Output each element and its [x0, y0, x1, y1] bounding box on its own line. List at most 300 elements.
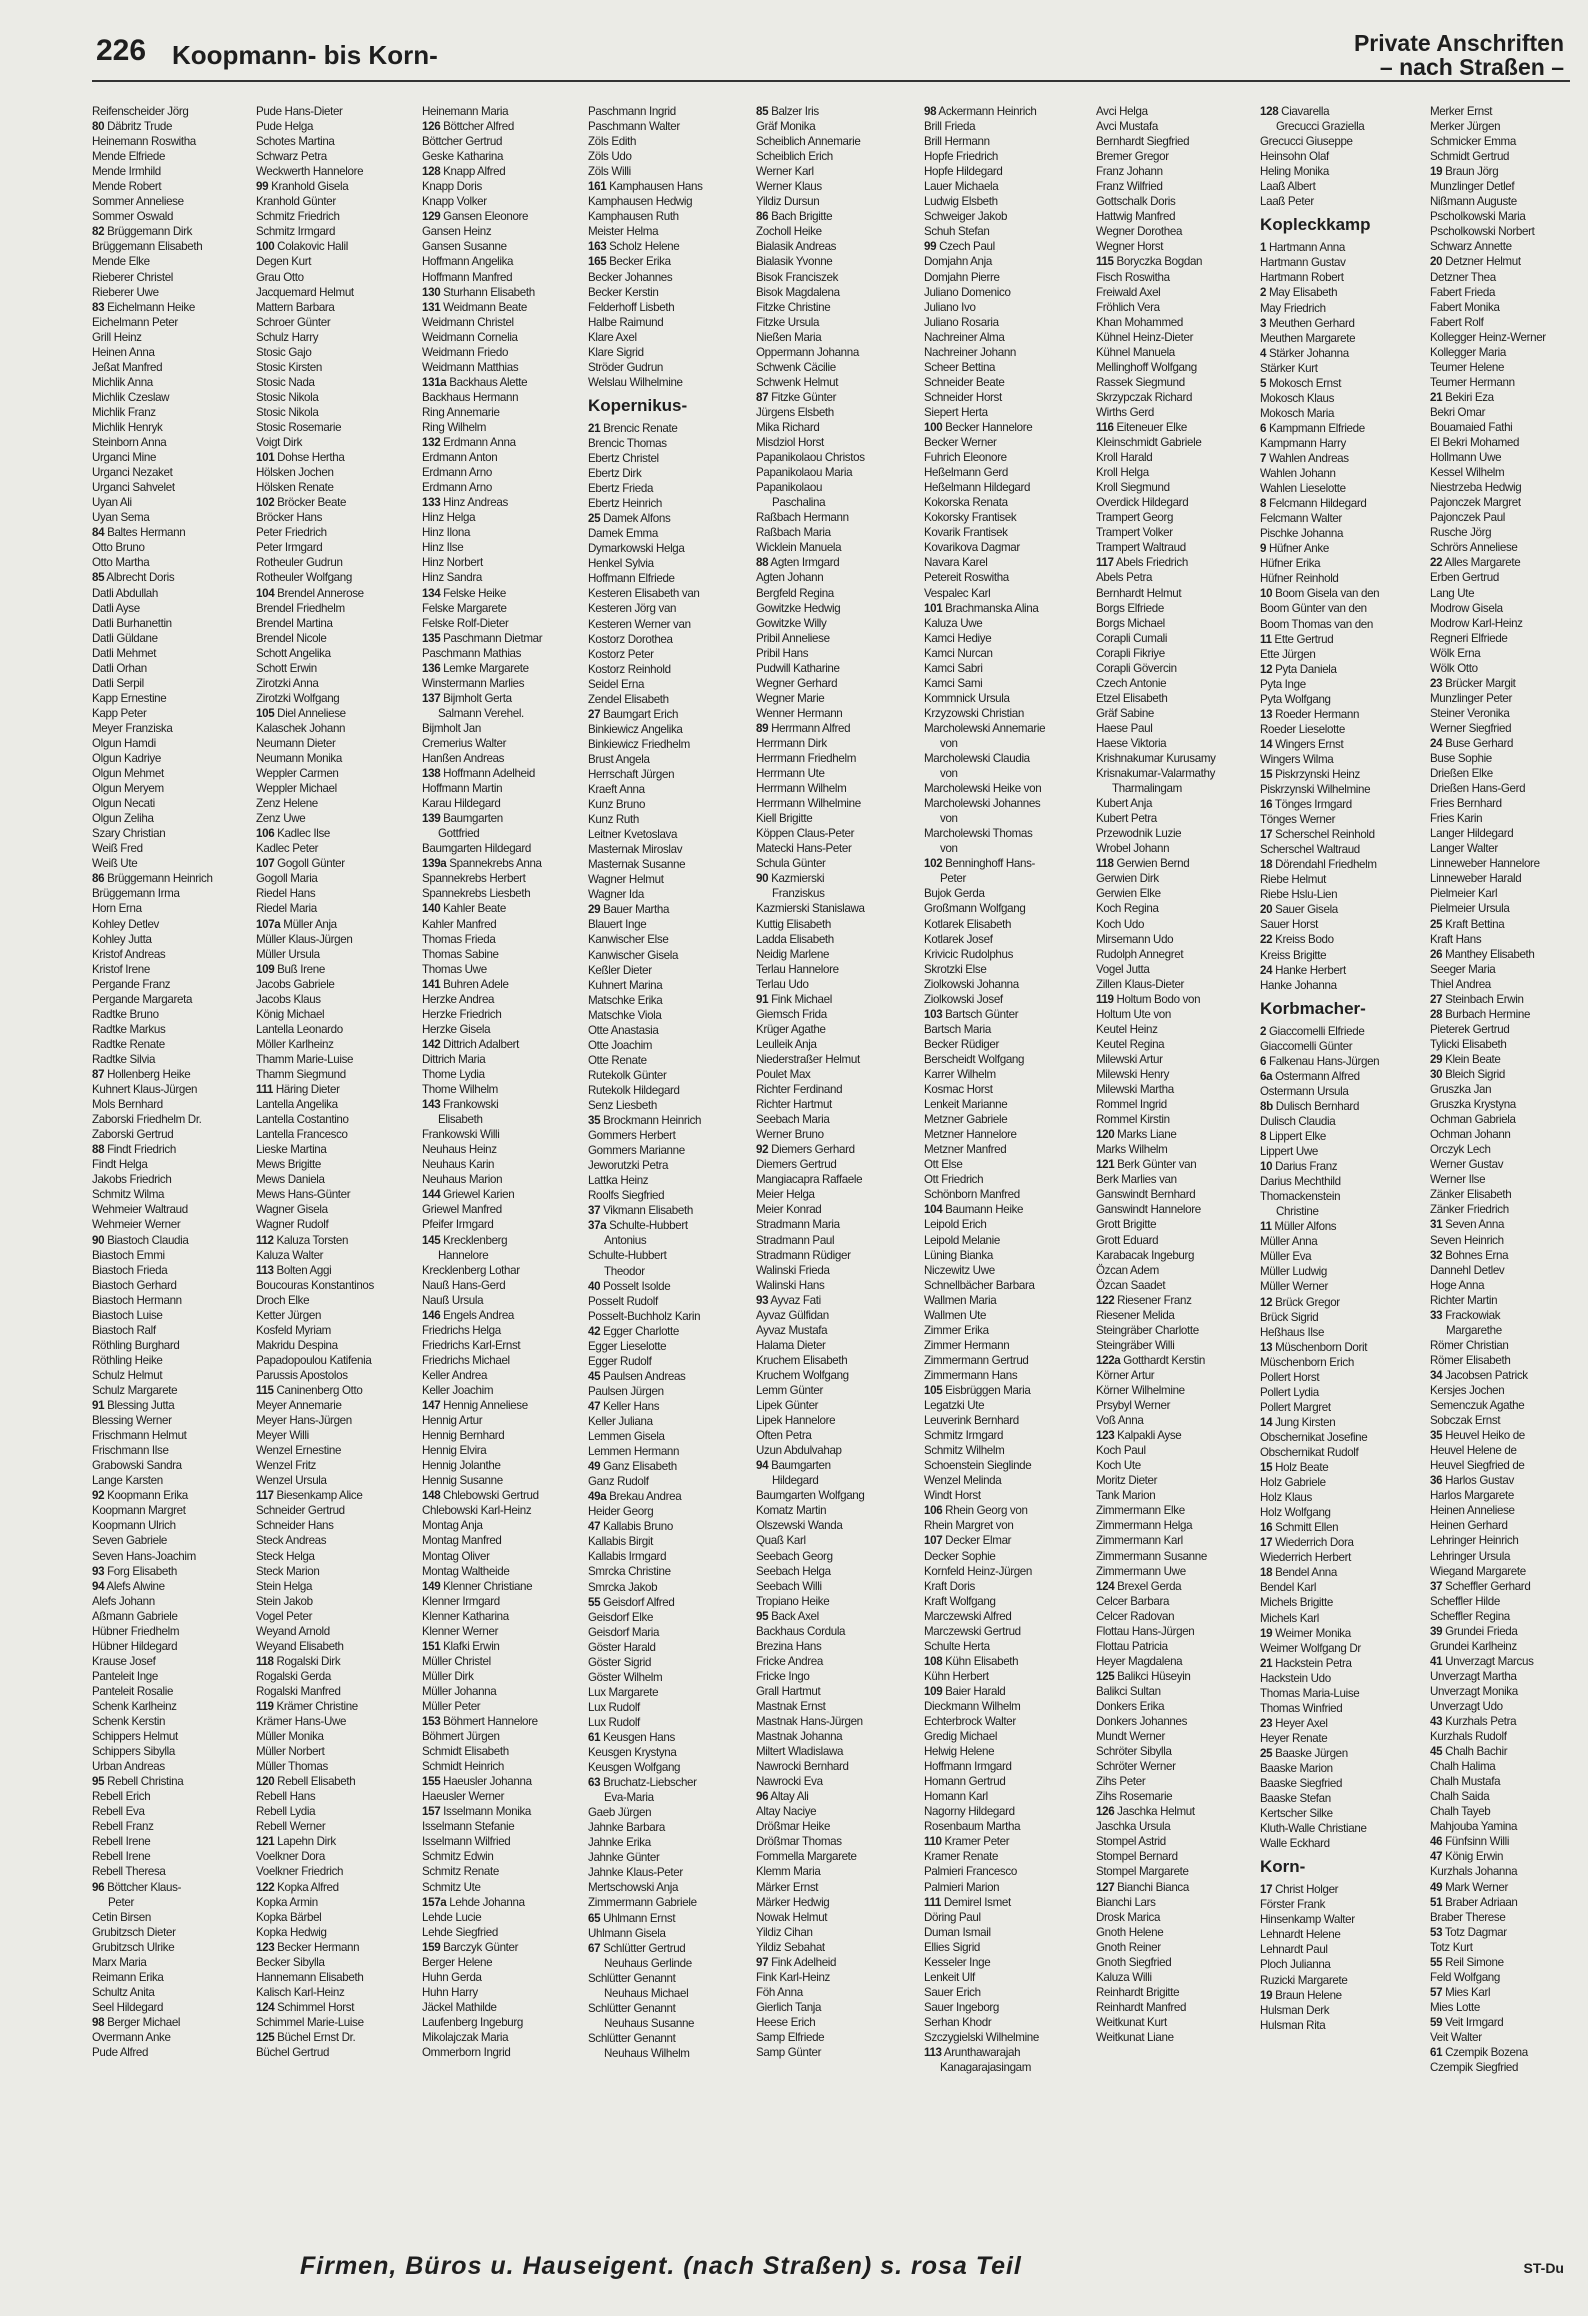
directory-entry: 67 Schlütter Gertrud — [588, 1941, 686, 1955]
directory-entry: Kühnel Manuela — [1096, 345, 1175, 359]
directory-entry: 35 Heuvel Heiko de — [1430, 1429, 1525, 1443]
directory-entry: 144 Griewel Karien — [422, 1188, 515, 1202]
directory-entry: Avci Mustafa — [1096, 120, 1158, 134]
directory-entry: Köppen Claus-Peter — [756, 827, 855, 841]
directory-entry: Siepert Herta — [924, 405, 988, 419]
directory-entry: Mende Irmhild — [92, 165, 161, 179]
directory-entry: Schmitz Irmgard — [256, 225, 336, 239]
directory-entry: Fabert Monika — [1430, 300, 1500, 314]
directory-entry: Montag Waltheide — [422, 1564, 510, 1578]
directory-entry: Frischmann Ilse — [92, 1444, 169, 1458]
directory-entry: Franz Wilfried — [1096, 180, 1163, 194]
directory-entry: Rusche Jörg — [1430, 526, 1492, 540]
directory-entry: Koch Regina — [1096, 902, 1159, 916]
directory-entry: Zimmermann Karl — [1096, 1534, 1183, 1548]
directory-entry: Cremerius Walter — [422, 736, 507, 750]
directory-entry: Brust Angela — [588, 752, 650, 766]
directory-entry: Michlik Anna — [92, 375, 153, 389]
directory-entry: Prsybyl Werner — [1096, 1399, 1171, 1413]
directory-column-5 — [756, 104, 918, 2240]
directory-entry: Stein Helga — [256, 1579, 313, 1593]
directory-entry: Ketter Jürgen — [256, 1308, 322, 1322]
directory-entry: Kopka Armin — [256, 1895, 318, 1909]
directory-entry: Pergande Franz — [92, 977, 171, 991]
directory-entry: Körner Wilhelmine — [1096, 1383, 1185, 1397]
directory-entry: Gräf Sabine — [1096, 706, 1155, 720]
directory-entry: Roolfs Siegfried — [588, 1189, 665, 1203]
directory-entry: 22 Alles Margarete — [1430, 556, 1521, 570]
directory-entry: Becker Werner — [924, 436, 997, 450]
directory-entry: 143 Frankowski — [422, 1098, 499, 1112]
directory-entry: Wenzel Ernestine — [256, 1444, 342, 1458]
directory-entry: 17 Wiederrich Dora — [1260, 1536, 1354, 1550]
directory-entry: Modrow Karl-Heinz — [1430, 616, 1523, 630]
directory-entry: Helwig Helene — [924, 1745, 995, 1759]
directory-entry: Bartsch Maria — [924, 1022, 991, 1036]
directory-entry: Bisok Magdalena — [756, 285, 840, 299]
directory-entry: Zöls Edith — [588, 135, 637, 149]
directory-entry: Brüggemann Elisabeth — [92, 240, 203, 254]
directory-entry: Schmitz Edwin — [422, 1850, 494, 1864]
directory-entry: Niederstraßer Helmut — [756, 1052, 860, 1066]
directory-entry: 59 Veit Irmgard — [1430, 2015, 1504, 2029]
directory-entry: Kamci Sabri — [924, 661, 983, 675]
directory-entry: Pollert Margret — [1260, 1400, 1331, 1414]
directory-entry: Mundt Werner — [1096, 1730, 1166, 1744]
directory-entry: Schroer Günter — [256, 315, 331, 329]
directory-entry: Lemmen Hermann — [588, 1445, 680, 1459]
directory-entry: Pajonczek Margret — [1430, 496, 1521, 510]
directory-entry: Erdmann Anton — [422, 451, 498, 465]
directory-entry: Hinz Helga — [422, 511, 476, 525]
directory-entry: Roeder Lieselotte — [1260, 722, 1345, 736]
directory-entry: Blessing Werner — [92, 1414, 172, 1428]
directory-entry: 116 Eiteneuer Elke — [1096, 420, 1188, 434]
directory-entry: 136 Lemke Margarete — [422, 661, 529, 675]
directory-entry: Laaß Albert — [1260, 180, 1316, 194]
directory-entry: Kaluza Willi — [1096, 1970, 1152, 1984]
directory-entry: Kaluza Uwe — [924, 616, 983, 630]
directory-entry: Kunz Ruth — [588, 813, 639, 827]
directory-entry: Schenk Karlheinz — [92, 1699, 177, 1713]
street-heading: Kopernikus- — [588, 395, 688, 415]
directory-entry: Sommer Anneliese — [92, 195, 184, 209]
directory-entry: Röthling Heike — [92, 1353, 163, 1367]
directory-entry: Egger Lieselotte — [588, 1339, 667, 1353]
directory-entry: Datli Abdullah — [92, 586, 158, 600]
directory-entry: Griewel Manfred — [422, 1203, 502, 1217]
directory-entry: Yildiz Dursun — [756, 195, 820, 209]
directory-entry: Rotheuler Gudrun — [256, 556, 343, 570]
directory-entry: Pfeifer Irmgard — [422, 1218, 494, 1232]
directory-entry: 23 Brücker Margit — [1430, 676, 1516, 690]
directory-entry: 157a Lehde Johanna — [422, 1895, 525, 1909]
directory-entry: Werner Klaus — [756, 180, 822, 194]
directory-entry: 89 Herrmann Alfred — [756, 721, 851, 735]
directory-entry: 20 Sauer Gisela — [1260, 903, 1338, 917]
directory-entry: Kurzhals Rudolf — [1430, 1730, 1507, 1744]
directory-entry: Kostorz Reinhold — [588, 662, 671, 676]
directory-entry: Neuhaus Heinz — [422, 1143, 497, 1157]
directory-entry: Leuverink Bernhard — [924, 1414, 1019, 1428]
directory-entry: Rebell Franz — [92, 1820, 154, 1834]
directory-entry: Michlik Czeslaw — [92, 390, 170, 404]
directory-entry: Wahlen Lieselotte — [1260, 482, 1346, 496]
directory-entry: Klenner Irmgard — [422, 1594, 500, 1608]
directory-entry: Riedel Hans — [256, 887, 316, 901]
directory-entry: 30 Bleich Sigrid — [1430, 1068, 1505, 1081]
directory-entry: Binkiewicz Angelika — [588, 722, 683, 736]
directory-entry: Boucouras Konstantinos — [256, 1278, 374, 1292]
directory-entry: Ochman Gabriela — [1430, 1113, 1516, 1127]
directory-entry: Kamphausen Ruth — [588, 210, 679, 224]
directory-entry: 96 Böttcher Klaus- — [92, 1880, 182, 1894]
directory-entry: Uhlmann Gisela — [588, 1926, 666, 1940]
directory-entry: Czempik Siegfried — [1430, 2061, 1519, 2075]
directory-entry: Märker Hedwig — [756, 1895, 830, 1909]
directory-entry: Wagner Ida — [588, 888, 645, 902]
directory-entry: Körner Artur — [1096, 1368, 1155, 1382]
directory-entry: Schlütter Genannt — [588, 2001, 676, 2015]
directory-entry: Ayvaz Mustafa — [756, 1323, 828, 1337]
directory-entry: Boom Günter van den — [1260, 602, 1367, 616]
directory-entry: Peter Friedrich — [256, 526, 327, 540]
directory-entry: Kersjes Jochen — [1430, 1383, 1505, 1397]
directory-entry: Lehringer Heinrich — [1430, 1534, 1519, 1548]
directory-entry: Berk Marlies van — [1096, 1173, 1177, 1187]
directory-entry: Kamci Hediye — [924, 631, 992, 645]
directory-entry: Mende Elke — [92, 255, 150, 269]
directory-entry: Friedrichs Karl-Ernst — [422, 1338, 521, 1352]
directory-entry: Neidig Marlene — [756, 947, 830, 961]
directory-entry: Baumgarten Hildegard — [422, 842, 532, 856]
directory-entry: Friedrichs Helga — [422, 1323, 501, 1337]
directory-entry: Kosfeld Myriam — [256, 1323, 331, 1337]
directory-entry: Drößmar Heike — [756, 1820, 831, 1834]
directory-entry: 93 Forg Elisabeth — [92, 1564, 177, 1578]
directory-entry: 96 Altay Ali — [756, 1790, 809, 1804]
directory-column-6 — [924, 104, 1086, 2240]
directory-entry: Marcholewski Thomas — [924, 827, 1033, 841]
directory-entry: Brendel Martina — [256, 616, 333, 630]
directory-entry: Seven Hans-Joachim — [92, 1549, 196, 1563]
directory-entry: Lehnardt Paul — [1260, 1943, 1328, 1957]
directory-entry: 25 Baaske Jürgen — [1260, 1746, 1348, 1760]
directory-entry: Müller Eva — [1260, 1250, 1312, 1264]
directory-entry-continuation: Franziskus — [772, 887, 825, 901]
directory-entry: 109 Baier Harald — [924, 1684, 1006, 1698]
directory-entry: Schultz Anita — [92, 1985, 155, 1999]
directory-entry: Schlütter Genannt — [588, 1971, 676, 1985]
directory-entry: Böhmert Jürgen — [422, 1730, 500, 1744]
directory-entry: Meyer Franziska — [92, 721, 173, 735]
directory-entry: 23 Heyer Axel — [1260, 1716, 1328, 1730]
directory-entry: Regneri Elfriede — [1430, 631, 1508, 645]
directory-entry: Schoenstein Sieglinde — [924, 1459, 1032, 1473]
directory-entry: Müller Thomas — [256, 1760, 328, 1774]
directory-entry: Krause Josef — [92, 1654, 156, 1668]
directory-entry: 55 Reil Simone — [1430, 1955, 1504, 1969]
directory-entry: Koch Udo — [1096, 917, 1145, 931]
directory-entry: Hannemann Elisabeth — [256, 1970, 364, 1984]
directory-entry: Marcholewski Heike von — [924, 782, 1042, 796]
directory-entry: Tönges Werner — [1260, 813, 1336, 827]
directory-entry: Kubert Petra — [1096, 812, 1157, 826]
directory-entry: Zenz Helene — [256, 797, 318, 811]
directory-entry: Haese Paul — [1096, 721, 1153, 735]
directory-entry: Otte Joachim — [588, 1038, 653, 1052]
directory-entry: Müller Anna — [1260, 1235, 1318, 1249]
directory-entry: 40 Posselt Isolde — [588, 1279, 671, 1293]
directory-entry: Krüger Agathe — [756, 1022, 826, 1036]
directory-entry: Kraeft Anna — [588, 783, 645, 797]
directory-entry: Panteleit Rosalie — [92, 1684, 174, 1698]
directory-entry: Pajonczek Paul — [1430, 511, 1506, 525]
directory-entry: Metzner Manfred — [924, 1143, 1007, 1157]
directory-entry: Baaske Marion — [1260, 1761, 1333, 1775]
directory-entry: 102 Bröcker Beate — [256, 496, 347, 510]
directory-entry: Keller Andrea — [422, 1368, 488, 1382]
directory-column-8 — [1260, 104, 1422, 2240]
directory-entry: Bialasik Yvonne — [756, 255, 833, 269]
directory-entry: Paschmann Ingrid — [588, 105, 676, 118]
directory-entry: Hennig Elvira — [422, 1444, 487, 1458]
directory-entry: 90 Kazmierski — [756, 872, 825, 886]
directory-entry: Rogalski Manfred — [256, 1684, 341, 1698]
directory-entry: Biastoch Ralf — [92, 1323, 156, 1337]
directory-entry: Erdmann Arno — [422, 481, 492, 495]
directory-entry: Ludwig Elsbeth — [924, 195, 998, 209]
directory-entry: Keller Joachim — [422, 1383, 494, 1397]
directory-entry: 6a Ostermann Alfred — [1260, 1069, 1360, 1083]
directory-entry: König Michael — [256, 1007, 325, 1021]
directory-entry: Friedrichs Michael — [422, 1353, 510, 1367]
directory-entry: Schnellbächer Barbara — [924, 1278, 1035, 1292]
directory-entry: Stosic Nikola — [256, 405, 319, 419]
directory-entry: Uyan Sema — [92, 511, 150, 525]
directory-entry: Jahnke Klaus-Peter — [588, 1866, 683, 1880]
directory-entry: Makridu Despina — [256, 1338, 338, 1352]
directory-entry: Wagner Rudolf — [256, 1218, 329, 1232]
directory-entry: Hopfe Hildegard — [924, 165, 1003, 179]
directory-entry: Thomackenstein — [1260, 1190, 1341, 1204]
directory-entry: 134 Felske Heike — [422, 586, 506, 600]
directory-entry: Riesener Melida — [1096, 1308, 1175, 1322]
directory-entry: Jahnke Barbara — [588, 1821, 665, 1835]
directory-entry: Schimmel Marie-Luise — [256, 2015, 364, 2029]
directory-entry: 98 Ackermann Heinrich — [924, 105, 1037, 118]
directory-entry: Becker Kerstin — [588, 285, 659, 299]
directory-entry: Schmitz Renate — [422, 1865, 499, 1879]
directory-entry: Papadopoulou Katifenia — [256, 1353, 372, 1367]
directory-entry: Juliano Domenico — [924, 285, 1011, 299]
directory-entry: Brencic Thomas — [588, 436, 667, 450]
directory-entry: Lange Karsten — [92, 1474, 163, 1488]
directory-entry: Kuhnert Klaus-Jürgen — [92, 1083, 198, 1097]
directory-entry: Schmitz Friedrich — [256, 210, 340, 224]
directory-entry: Kubert Anja — [1096, 797, 1153, 811]
directory-entry: Mellinghoff Wolfgang — [1096, 360, 1197, 374]
directory-entry: Kertscher Silke — [1260, 1807, 1333, 1821]
directory-entry: Aßmann Gabriele — [92, 1609, 178, 1623]
directory-entry: Urganci Mine — [92, 451, 157, 465]
directory-entry: 35 Brockmann Heinrich — [588, 1114, 702, 1128]
directory-entry: 47 König Erwin — [1430, 1850, 1504, 1864]
directory-entry: Lehringer Ursula — [1430, 1549, 1511, 1563]
directory-entry: Seebach Willi — [756, 1579, 822, 1593]
directory-entry: Wiederrich Herbert — [1260, 1551, 1351, 1565]
directory-entry: Pribil Anneliese — [756, 631, 830, 645]
directory-entry: Zirotzki Wolfgang — [256, 691, 340, 705]
directory-entry: Kokorsky Frantisek — [924, 511, 1017, 525]
directory-entry: Navara Karel — [924, 556, 988, 570]
directory-entry: Domjahn Anja — [924, 255, 992, 269]
directory-entry: Brendel Nicole — [256, 631, 327, 645]
directory-entry: Ploch Julianna — [1260, 1958, 1331, 1972]
directory-entry: Grill Heinz — [92, 330, 142, 344]
directory-entry: Wölk Otto — [1430, 661, 1478, 675]
directory-entry: 117 Biesenkamp Alice — [256, 1489, 363, 1503]
directory-entry: Herzke Gisela — [422, 1022, 491, 1036]
directory-entry: Pude Alfred — [92, 2046, 149, 2060]
directory-entry: Heyer Renate — [1260, 1731, 1328, 1745]
directory-entry: Otto Martha — [92, 556, 150, 570]
directory-entry: Jacquemard Helmut — [256, 285, 354, 299]
directory-column-3 — [422, 104, 584, 2240]
directory-entry: Zaborski Gertrud — [92, 1128, 174, 1142]
directory-entry: Thomas Winfried — [1260, 1701, 1343, 1715]
directory-entry: 126 Jaschka Helmut — [1096, 1805, 1195, 1819]
directory-entry: Biastoch Gerhard — [92, 1278, 177, 1292]
directory-entry: 133 Hinz Andreas — [422, 496, 508, 510]
directory-entry: Wölk Erna — [1430, 646, 1481, 660]
directory-entry: 92 Koopmann Erika — [92, 1489, 188, 1503]
directory-entry: Herrmann Wilhelm — [756, 782, 847, 796]
directory-entry: Keutel Regina — [1096, 1037, 1165, 1051]
directory-entry: Weiß Ute — [92, 857, 138, 871]
directory-entry-continuation: Hildegard — [772, 1474, 819, 1488]
directory-entry: Duman Ismail — [924, 1925, 991, 1939]
directory-entry: Nawrocki Bernhard — [756, 1760, 849, 1774]
directory-entry: Zimmermann Helga — [1096, 1519, 1193, 1533]
directory-entry: Göster Sigrid — [588, 1655, 652, 1669]
directory-entry: Weyand Elisabeth — [256, 1639, 344, 1653]
section-title: Private Anschriften — [1353, 30, 1564, 56]
directory-entry: Thamm Siegmund — [256, 1068, 346, 1081]
directory-entry: Teumer Hermann — [1430, 375, 1515, 389]
directory-entry: Ott Else — [924, 1158, 963, 1172]
directory-entry: Lantella Francesco — [256, 1128, 348, 1142]
directory-entry: Panteleit Inge — [92, 1669, 159, 1683]
directory-entry: 31 Seven Anna — [1430, 1218, 1505, 1232]
directory-entry: Mattern Barbara — [256, 300, 335, 314]
directory-entry: Pieterek Gertrud — [1430, 1022, 1510, 1036]
directory-entry: Biastoch Frieda — [92, 1263, 168, 1277]
directory-entry: Posselt-Buchholz Karin — [588, 1309, 701, 1323]
directory-entry: Dieckmann Wilhelm — [924, 1699, 1021, 1713]
directory-entry: 100 Becker Hannelore — [924, 420, 1033, 434]
directory-entry: 6 Kampmann Elfriede — [1260, 421, 1365, 435]
directory-entry: Biastoch Hermann — [92, 1293, 182, 1307]
directory-entry: Mastnak Ernst — [756, 1699, 826, 1713]
directory-entry: 7 Wahlen Andreas — [1260, 451, 1349, 465]
directory-entry: Grubitzsch Ulrike — [92, 1940, 175, 1954]
directory-entry: Hulsman Derk — [1260, 2003, 1330, 2017]
directory-entry: Grecucci Giuseppe — [1260, 135, 1353, 149]
directory-entry: Krisnakumar-Valarmathy — [1096, 767, 1216, 781]
directory-entry: Leitner Kvetoslava — [588, 828, 678, 842]
directory-entry: Bialasik Andreas — [756, 240, 837, 254]
directory-entry: Trampert Georg — [1096, 511, 1174, 525]
directory-entry: Scheffler Regina — [1430, 1609, 1510, 1623]
directory-entry: Olgun Kadriye — [92, 752, 161, 766]
directory-entry: Lippert Uwe — [1260, 1145, 1319, 1159]
directory-entry: Kamci Sami — [924, 676, 983, 690]
directory-entry: Echterbrock Walter — [924, 1715, 1016, 1729]
directory-entry: Römer Christian — [1430, 1338, 1509, 1352]
directory-entry: 155 Haeusler Johanna — [422, 1775, 532, 1789]
directory-entry: Seebach Georg — [756, 1549, 833, 1563]
directory-entry-continuation: von — [940, 767, 958, 781]
directory-entry: Meister Helma — [588, 225, 659, 239]
directory-entry: 101 Dohse Hertha — [256, 451, 345, 465]
directory-entry: Kuttig Elisabeth — [756, 917, 831, 931]
directory-entry: 115 Boryczka Bogdan — [1096, 255, 1203, 269]
directory-entry: Schott Angelika — [256, 646, 331, 660]
directory-entry: Fabert Frieda — [1430, 285, 1496, 299]
directory-entry: Voß Anna — [1096, 1414, 1144, 1428]
directory-entry: Stosic Rosemarie — [256, 420, 342, 434]
directory-entry: Matschke Viola — [588, 1008, 662, 1022]
directory-entry: Kornfeld Heinz-Jürgen — [924, 1564, 1033, 1578]
directory-entry: Müller Werner — [1260, 1280, 1329, 1294]
directory-entry: 94 Alefs Alwine — [92, 1579, 165, 1593]
directory-entry: Pude Helga — [256, 120, 314, 134]
directory-entry: 151 Klafki Erwin — [422, 1639, 500, 1653]
directory-entry: Erdmann Arno — [422, 466, 492, 480]
directory-entry: Böttcher Gertrud — [422, 135, 503, 149]
directory-entry: Döring Paul — [924, 1910, 981, 1924]
directory-entry: 132 Erdmann Anna — [422, 436, 516, 450]
directory-entry: Seebach Maria — [756, 1113, 830, 1127]
directory-entry: Weidmann Cornelia — [422, 330, 518, 344]
directory-entry: 113 Arunthawarajah — [924, 2046, 1021, 2060]
directory-entry: Richter Hartmut — [756, 1098, 832, 1112]
directory-entry: Stradmann Rüdiger — [756, 1248, 851, 1262]
directory-entry: 107a Müller Anja — [256, 917, 337, 931]
directory-entry: Ziolkowski Josef — [924, 992, 1003, 1006]
directory-entry: Samp Elfriede — [756, 2031, 825, 2044]
directory-entry: Rommel Kirstin — [1096, 1113, 1170, 1127]
directory-entry: Müller Christel — [422, 1654, 491, 1668]
directory-entry: 104 Baumann Heike — [924, 1203, 1024, 1217]
directory-entry: 18 Bendel Anna — [1260, 1566, 1337, 1580]
directory-entry: Wagner Helmut — [588, 873, 664, 887]
directory-entry: Schuh Stefan — [924, 225, 990, 239]
directory-entry: Becker Sibylla — [256, 1955, 325, 1969]
directory-entry: Urban Andreas — [92, 1760, 165, 1774]
directory-entry: 28 Burbach Hermine — [1430, 1007, 1531, 1021]
directory-entry: Zimmermann Susanne — [1096, 1549, 1207, 1563]
directory-entry: 43 Kurzhals Petra — [1430, 1715, 1517, 1729]
directory-entry: Ebertz Heinrich — [588, 497, 663, 511]
directory-entry: 120 Rebell Elisabeth — [256, 1775, 356, 1789]
directory-entry: Scheer Bettina — [924, 360, 996, 374]
directory-entry: 29 Klein Beate — [1430, 1052, 1501, 1066]
directory-entry: Komatz Martin — [756, 1504, 827, 1518]
directory-entry-continuation: Peter — [940, 872, 966, 886]
directory-entry: Thomas Sabine — [422, 947, 499, 961]
